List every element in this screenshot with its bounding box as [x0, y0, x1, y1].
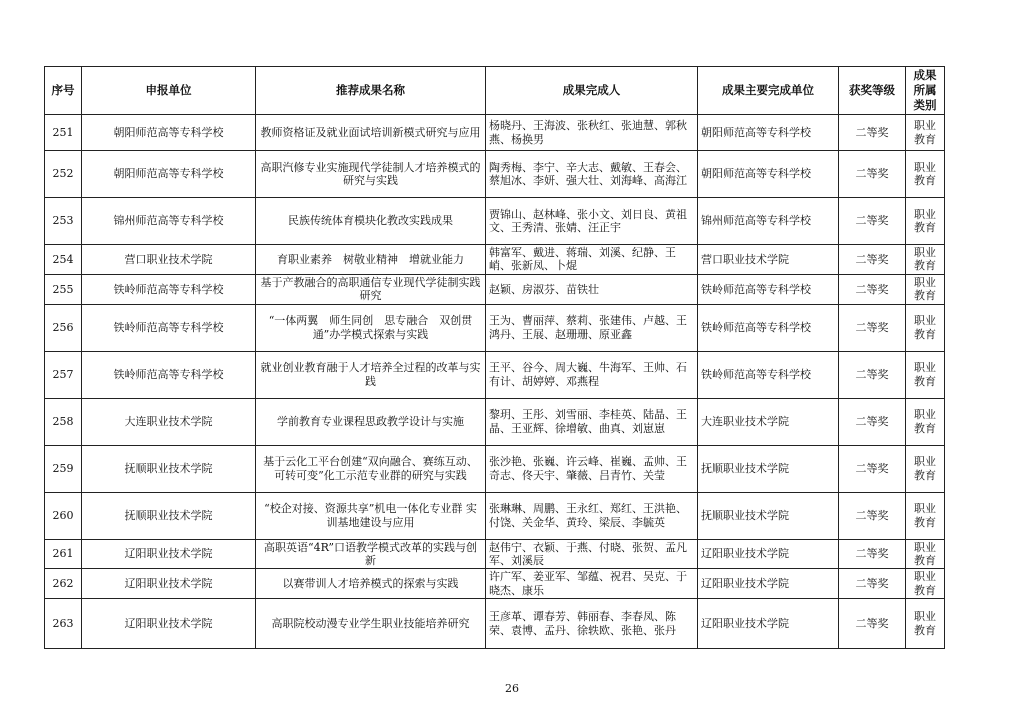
award-level-cell: 二等奖 — [839, 245, 906, 275]
applicant-unit-cell: 营口职业技术学院 — [82, 245, 256, 275]
applicant-unit-cell: 锦州师范高等专科学校 — [82, 198, 256, 245]
achievement-title-cell: 高职汽修专业实施现代学徒制人才培养模式的研究与实践 — [256, 151, 486, 198]
category-cell: 职业教育 — [906, 492, 945, 539]
serial-cell: 261 — [45, 539, 82, 569]
award-level-cell: 二等奖 — [839, 539, 906, 569]
table-row — [45, 539, 945, 569]
contributors-cell: 赵伟宁、衣颖、于燕、付晓、张贺、孟凡军、刘溪辰 — [486, 539, 698, 569]
achievement-title-cell: 高职院校动漫专业学生职业技能培养研究 — [256, 599, 486, 649]
applicant-unit-cell: 铁岭师范高等专科学校 — [82, 274, 256, 304]
serial-cell: 260 — [45, 492, 82, 539]
table-row — [45, 351, 945, 398]
category-cell: 职业教育 — [906, 569, 945, 599]
achievement-title-cell: 学前教育专业课程思政教学设计与实施 — [256, 398, 486, 445]
contributors-cell: 韩富军、戴进、蒋瑞、刘溪、纪静、王峭、张新凤、卜焜 — [486, 245, 698, 275]
contributors-cell: 黎玥、王彤、刘雪丽、李桂英、陆晶、王晶、王亚辉、徐增敏、曲真、刘崽崽 — [486, 398, 698, 445]
contributors-cell: 张琳琳、周鹏、王永红、郑红、王洪艳、付饶、关金华、黄玲、梁辰、李毓英 — [486, 492, 698, 539]
applicant-unit-cell: 辽阳职业技术学院 — [82, 599, 256, 649]
category-cell: 职业教育 — [906, 599, 945, 649]
main-unit-cell: 铁岭师范高等专科学校 — [698, 351, 839, 398]
achievement-title-cell: 就业创业教育融于人才培养全过程的改革与实践 — [256, 351, 486, 398]
applicant-unit-cell: 大连职业技术学院 — [82, 398, 256, 445]
serial-cell: 254 — [45, 245, 82, 275]
contributors-cell: 贾锦山、赵林峰、张小文、刘日良、黄祖文、王秀清、张婧、汪正宇 — [486, 198, 698, 245]
contributors-cell: 王为、曹丽萍、蔡莉、张建伟、卢越、王鸿丹、王展、赵珊珊、原亚鑫 — [486, 304, 698, 351]
header-category: 成果所属类别 — [906, 67, 945, 115]
award-level-cell: 二等奖 — [839, 569, 906, 599]
award-level-cell: 二等奖 — [839, 151, 906, 198]
serial-cell: 252 — [45, 151, 82, 198]
category-cell: 职业教育 — [906, 198, 945, 245]
achievement-title-cell: 高职英语“4R”口语教学模式改革的实践与创新 — [256, 539, 486, 569]
achievement-title-cell: 基于产教融合的高职通信专业现代学徒制实践研究 — [256, 274, 486, 304]
contributors-cell: 杨晓丹、王海波、张秋红、张迪慧、郭秋燕、杨换男 — [486, 115, 698, 151]
page-number: 26 — [505, 682, 519, 695]
category-cell: 职业教育 — [906, 539, 945, 569]
main-unit-cell: 朝阳师范高等专科学校 — [698, 151, 839, 198]
main-unit-cell: 营口职业技术学院 — [698, 245, 839, 275]
applicant-unit-cell: 铁岭师范高等专科学校 — [82, 351, 256, 398]
serial-cell: 255 — [45, 274, 82, 304]
category-cell: 职业教育 — [906, 304, 945, 351]
category-cell: 职业教育 — [906, 115, 945, 151]
award-level-cell: 二等奖 — [839, 492, 906, 539]
header-serial: 序号 — [45, 67, 82, 115]
contributors-cell: 王彦革、谭春芳、韩丽春、李春凤、陈荣、袁博、孟丹、徐轶欧、张艳、张丹 — [486, 599, 698, 649]
header-main-unit: 成果主要完成单位 — [698, 67, 839, 115]
table-row — [45, 445, 945, 492]
main-unit-cell: 辽阳职业技术学院 — [698, 569, 839, 599]
contributors-cell: 许广军、姜亚军、邹蕴、祝君、吴克、于晓杰、康乐 — [486, 569, 698, 599]
table-row — [45, 398, 945, 445]
applicant-unit-cell: 辽阳职业技术学院 — [82, 569, 256, 599]
achievement-title-cell: 以赛带训人才培养模式的探索与实践 — [256, 569, 486, 599]
applicant-unit-cell: 辽阳职业技术学院 — [82, 539, 256, 569]
award-level-cell: 二等奖 — [839, 304, 906, 351]
header-award-level: 获奖等级 — [839, 67, 906, 115]
serial-cell: 263 — [45, 599, 82, 649]
table-row — [45, 115, 945, 151]
achievement-title-cell: 教师资格证及就业面试培训新模式研究与应用 — [256, 115, 486, 151]
award-level-cell: 二等奖 — [839, 274, 906, 304]
applicant-unit-cell: 铁岭师范高等专科学校 — [82, 304, 256, 351]
main-unit-cell: 抚顺职业技术学院 — [698, 492, 839, 539]
header-contributors: 成果完成人 — [486, 67, 698, 115]
award-level-cell: 二等奖 — [839, 198, 906, 245]
main-unit-cell: 铁岭师范高等专科学校 — [698, 274, 839, 304]
applicant-unit-cell: 抚顺职业技术学院 — [82, 492, 256, 539]
award-level-cell: 二等奖 — [839, 115, 906, 151]
table-row — [45, 569, 945, 599]
category-cell: 职业教育 — [906, 151, 945, 198]
serial-cell: 258 — [45, 398, 82, 445]
category-cell: 职业教育 — [906, 445, 945, 492]
serial-cell: 256 — [45, 304, 82, 351]
category-cell: 职业教育 — [906, 245, 945, 275]
contributors-cell: 赵颖、房淑芬、苗铁壮 — [486, 274, 698, 304]
applicant-unit-cell: 抚顺职业技术学院 — [82, 445, 256, 492]
serial-cell: 251 — [45, 115, 82, 151]
table-row — [45, 274, 945, 304]
table-row — [45, 151, 945, 198]
main-unit-cell: 辽阳职业技术学院 — [698, 599, 839, 649]
category-cell: 职业教育 — [906, 398, 945, 445]
category-cell: 职业教育 — [906, 351, 945, 398]
achievement-title-cell: “校企对接、资源共享”机电一体化专业群 实训基地建设与应用 — [256, 492, 486, 539]
award-level-cell: 二等奖 — [839, 445, 906, 492]
main-unit-cell: 朝阳师范高等专科学校 — [698, 115, 839, 151]
table-row — [45, 198, 945, 245]
applicant-unit-cell: 朝阳师范高等专科学校 — [82, 151, 256, 198]
applicant-unit-cell: 朝阳师范高等专科学校 — [82, 115, 256, 151]
achievement-title-cell: 基于云化工平台创建“双向融合、赛练互动、可转可变”化工示范专业群的研究与实践 — [256, 445, 486, 492]
header-achievement-title: 推荐成果名称 — [256, 67, 486, 115]
serial-cell: 253 — [45, 198, 82, 245]
achievement-title-cell: “一体两翼 师生同创 思专融合 双创贯通”办学模式探索与实践 — [256, 304, 486, 351]
main-unit-cell: 锦州师范高等专科学校 — [698, 198, 839, 245]
contributors-cell: 王平、谷今、周大巍、牛海军、王帅、石有计、胡婷婷、邓燕程 — [486, 351, 698, 398]
main-unit-cell: 辽阳职业技术学院 — [698, 539, 839, 569]
award-level-cell: 二等奖 — [839, 398, 906, 445]
award-level-cell: 二等奖 — [839, 351, 906, 398]
header-applicant-unit: 申报单位 — [82, 67, 256, 115]
table-header-row — [45, 67, 945, 115]
serial-cell: 262 — [45, 569, 82, 599]
table-row — [45, 599, 945, 649]
table-row — [45, 304, 945, 351]
award-level-cell: 二等奖 — [839, 599, 906, 649]
awards-table — [44, 66, 945, 649]
main-unit-cell: 铁岭师范高等专科学校 — [698, 304, 839, 351]
table-row — [45, 245, 945, 275]
contributors-cell: 陶秀梅、李宁、辛大志、戴敏、王春会、蔡旭冰、李妍、强大壮、刘海峰、高海江 — [486, 151, 698, 198]
serial-cell: 259 — [45, 445, 82, 492]
table-row — [45, 492, 945, 539]
main-unit-cell: 大连职业技术学院 — [698, 398, 839, 445]
contributors-cell: 张沙艳、张巍、许云峰、崔巍、孟帅、王奇志、佟天宇、肇薇、吕青竹、关莹 — [486, 445, 698, 492]
serial-cell: 257 — [45, 351, 82, 398]
achievement-title-cell: 民族传统体育模块化教改实践成果 — [256, 198, 486, 245]
main-unit-cell: 抚顺职业技术学院 — [698, 445, 839, 492]
achievement-title-cell: 育职业素养 树敬业精神 增就业能力 — [256, 245, 486, 275]
category-cell: 职业教育 — [906, 274, 945, 304]
